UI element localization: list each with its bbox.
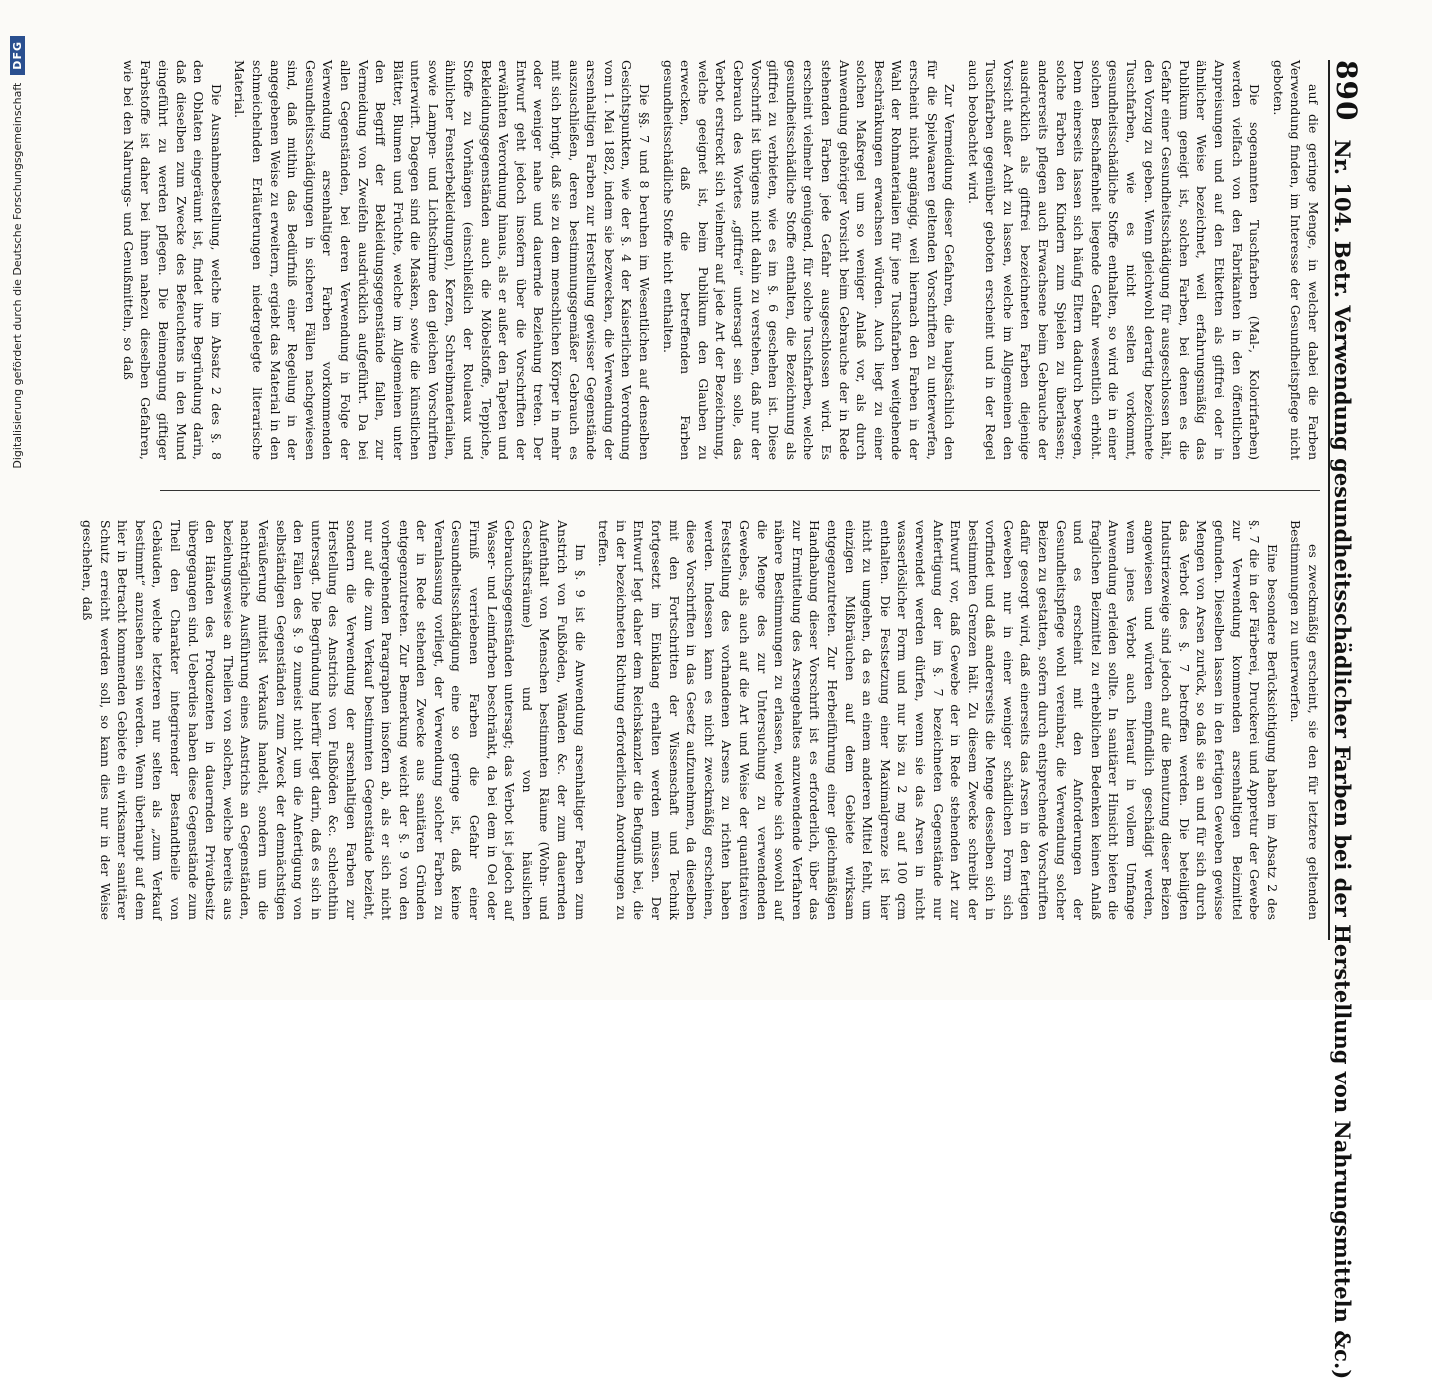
credit-text: Digitalisierung gefördert durch die Deutsche Forschungsgemeinschaft	[10, 82, 24, 469]
paragraph: Die sogenannten Tuschfarben (Mal-, Kolorirfarben) werden vielfach von den Fabrikanten in den öffentlichen Anpreisungen und auf den Etiketten als giftfrei oder in ähnlicher Weise bezeichnet, weil erfahrungsmäßig das Publikum geneigt ist, solchen Farben, bei denen es die Gefahr einer Gesundheitsschädigung für ausgeschlossen hält, den Vorzug zu geben. Wenn gleichwohl derartig bezeichnete Tuschfarben, wie es nicht selten vorkommt, gesundheitsschädliche Stoffe enthalten, so wird die in einer solchen Beschaffenheit liegende Gefahr wesentlich erhöht. Denn einerseits lassen sich häufig Eltern dadurch bewegen, solche Farben den Kindern zum Spielen zu überlassen; andererseits pflegen auch Erwachsene beim Gebrauche der ausdrücklich als giftfrei bezeichneten Farben diejenige Vorsicht außer Acht zu lassen, welche im Allgemeinen den Tuschfarben gegenüber geboten erscheint und in der Regel auch beobachtet wird.	[965, 60, 1263, 460]
paragraph: es zweckmäßig erscheint, sie den für letztere geltenden Bestimmungen zu unterwerfen.	[1288, 520, 1321, 920]
dfg-logo: DFG	[10, 36, 25, 75]
paragraph: auf die geringe Menge, in welcher dabei die Farben Verwendung finden, im Interesse der Gesundheitspflege nicht geboten.	[1270, 60, 1321, 460]
text-column-left	[120, 60, 1322, 460]
running-title: Nr. 104. Betr. Verwendung gesundheitsschädlicher Farben bei der Herstellung von Nahrungsmitteln &c.)	[1330, 139, 1355, 1379]
paragraph: Die §§. 7 und 8 beruhen im Wesentlichen auf denselben Gesichtspunkten, wie der §. 4 der Kaiserlichen Verordnung vom 1. Mai 1882, indem sie bezwecken, die Verwendung der arsenhaltigen Farben zur Herstellung gewisser Gegenstände auszuschließen, deren bestimmungsgemäßer Gebrauch es mit sich bringt, daß sie zu dem menschlichen Körper in mehr oder weniger nahe und dauernde Beziehung treten. Der Entwurf geht jedoch insofern über die Vorschriften der erwähnten Verordnung hinaus, als er außer den Tapeten und Bekleidungsgegenständen auch die Möbelstoffe, Teppiche, Stoffe zu Vorhängen (einschließlich der Rouleaux und ähnlicher Fensterbekleidungen), Kerzen, Schreibmaterialien, sowie Lampen- und Lichtschirme den gleichen Vorschriften unterwirft. Dagegen sind die Masken, sowie die künstlichen Blätter, Blumen und Früchte, welche im Allgemeinen unter den Begriff der Bekleidungsgegenstände fallen, zur Vermeidung von Zweifeln ausdrücklich aufgeführt. Da bei allen Gegenständen, bei deren Verwendung in Folge der Verwendung arsenhaltiger Farben vorkommenden Gesundheitsschädigungen in sicheren Fällen nachgewiesen sind, daß mithin das Bedürfniß einer Regelung in der angegebenen Weise zu erweitern, ergiebt das Material in den schmeichelnden Erläuterungen niedergelegte literarische Material.	[232, 60, 653, 460]
paragraph: Zur Vermeidung dieser Gefahren, die hauptsächlich den für die Spielwaaren geltenden Vorschriften zu unterwerfen, erscheint nicht angängig, weil hiernach den Farben in der Wahl der Rohmaterialien für jene Tuschfarben weitgehende Beschränkungen erwachsen würden. Auch liegt zu einer solchen Maßregel um so weniger Anlaß vor, als durch Anwendung gehöriger Vorsicht beim Gebrauche der in Rede stehenden Farben jede Gefahr ausgeschlossen wird. Es erscheint vielmehr genügend, für solche Tuschfarben, welche gesundheitsschädliche Stoffe enthalten, die Bezeichnung als giftfrei zu verbieten, wie es im §. 6 geschehen ist. Diese Vorschrift ist übrigens nicht dahin zu verstehen, daß nur der Gebrauch des Wortes „giftfrei“ untersagt sein solle, das Verbot erstreckt sich vielmehr auf jede Art der Bezeichnung, welche geeignet ist, beim Publikum den Glauben zu erwecken, daß die betreffenden Farben gesundheitsschädliche Stoffe nicht enthalten.	[660, 60, 958, 460]
paragraph: Die Ausnahmebestellung, welche im Absatz 2 des §. 8 den Oblaten eingeräumt ist, findet ihre Begründung darin, daß dieselben zum Zwecke des Befeuchtens in den Mund eingeführt zu werden pflegen. Die Beimengung giftiger Farbstoffe ist daher bei ihnen nahezu dieselben Gefahren, wie bei den Nahrungs- und Genußmitteln, so daß	[120, 60, 224, 460]
column-divider	[160, 490, 1320, 491]
page-number: 890	[1330, 60, 1363, 122]
text-column-right	[80, 520, 1322, 920]
page-header	[1328, 60, 1370, 1379]
digitization-credit	[4, 0, 30, 1000]
paragraph: Eine besondere Berücksichtigung haben im Absatz 2 des §. 7 die in der Färberei, Druckerei und Appretur der Gewebe zur Verwendung kommenden arsenhaltigen Beizmittel gefunden. Dieselben lassen in den fertigen Geweben gewisse Mengen von Arsen zurück, so daß sie an und für sich durch das Verbot des §. 7 betroffen werden. Die beteiligten Industriezweige sind jedoch auf die Benutzung dieser Beizen angewiesen und würden empfindlich geschädigt werden, wenn jenes Verbot auch hierauf in vollem Umfange Anwendung erleiden sollte. In sanitärer Hinsicht bieten die fraglichen Beizmittel zu erheblichen Bedenken keinen Anlaß und es erscheint mit den Anforderungen der Gesundheitspflege wohl vereinbar, die Verwendung solcher Beizen zu gestatten, sofern durch entsprechende Vorschriften dafür gesorgt wird, daß einerseits das Arsen in den fertigen Geweben nur in einer weniger schädlichen Form sich vorfindet und daß andererseits die Menge desselben sich in bestimmten Grenzen hält. Zu diesem Zwecke schreibt der Entwurf vor, daß Gewebe der in Rede stehenden Art zur Anfertigung der im §. 7 bezeichneten Gegenstände nur verwendet werden dürfen, wenn sie das Arsen in nicht wasserlöslicher Form und nur bis zu 2 mg auf 100 qcm enthalten. Die Festsetzung einer Maximalgrenze ist hier nicht zu umgehen, da es an einem anderen Mittel fehlt, um einzigen Mißbräuchen auf dem Gebiete wirksam entgegenzutreten. Zur Herbeiführung einer gleichmäßigen Handhabung dieser Vorschrift ist es erforderlich, über das zur Ermittelung des Arsengehaltes anzuwendende Verfahren nähere Bestimmungen zu erlassen, welche sich sowohl auf die Menge des zur Untersuchung zu verwendenden Gewebes, als auch auf die Art und Weise der quantitativen Feststellung des vorhandenen Arsens zu richten haben werden. Indessen kann es nicht zweckmäßig erscheinen, diese Vorschriften in das Gesetz aufzunehmen, da dieselben mit den Fortschritten der Wissenschaft und Technik fortgesetzt im Einklang erhalten werden müssen. Der Entwurf legt daher dem Reichskanzler die Befugniß bei, die in der bezeichneten Richtung erforderlichen Anordnungen zu treffen.	[596, 520, 1280, 920]
paragraph: Im §. 9 ist die Anwendung arsenhaltiger Farben zum Anstrich von Fußböden, Wänden &c. der zum dauernden Aufenthalt von Menschen bestimmten Räume (Wohn- und Geschäftsräume) und von häuslichen Gebrauchsgegenständen untersagt; das Verbot ist jedoch auf Wasser- und Leimfarben beschränkt, da bei dem in Oel oder Firniß verriebenen Farben die Gefahr einer Gesundheitsschädigung eine so geringe ist, daß keine Veranlassung vorliegt, der Verwendung solcher Farben zu der in Rede stehenden Zwecke aus sanitären Gründen entgegenzutreten. Zur Bemerkung weicht der §. 9 von den vorhergehenden Paragraphen insofern ab, als er sich nicht nur auf die zum Verkauf bestimmten Gegenstände bezieht, sondern die Verwendung der arsenhaltigen Farben zur Herstellung des Anstrichs von Fußböden &c. schlechthin untersagt. Die Begründung hierfür liegt darin, daß es sich in den Fällen des §. 9 zumeist nicht um die Anfertigung von selbständigen Gegenständen zum Zweck der demnächstigen Veräußerung mittelst Verkaufs handelt, sondern um die nachträgliche Ausführung eines Anstrichs an Gegenständen, beziehungsweise an Theilen von solchen, welche bereits aus den Händen des Produzenten in dauernden Privatbesitz übergegangen sind. Ueberdies haben diese Gegenstände zum Theil den Charakter integrirender Bestandtheile von Gebäuden, welche letzteren nur selten als „zum Verkauf bestimmt“ anzusehen sein werden. Wenn überhaupt auf dem hier in Betracht kommenden Gebiete ein wirksamer sanitärer Schutz erreicht werden soll, so kann dies nur in der Weise geschehen, daß	[80, 520, 588, 920]
